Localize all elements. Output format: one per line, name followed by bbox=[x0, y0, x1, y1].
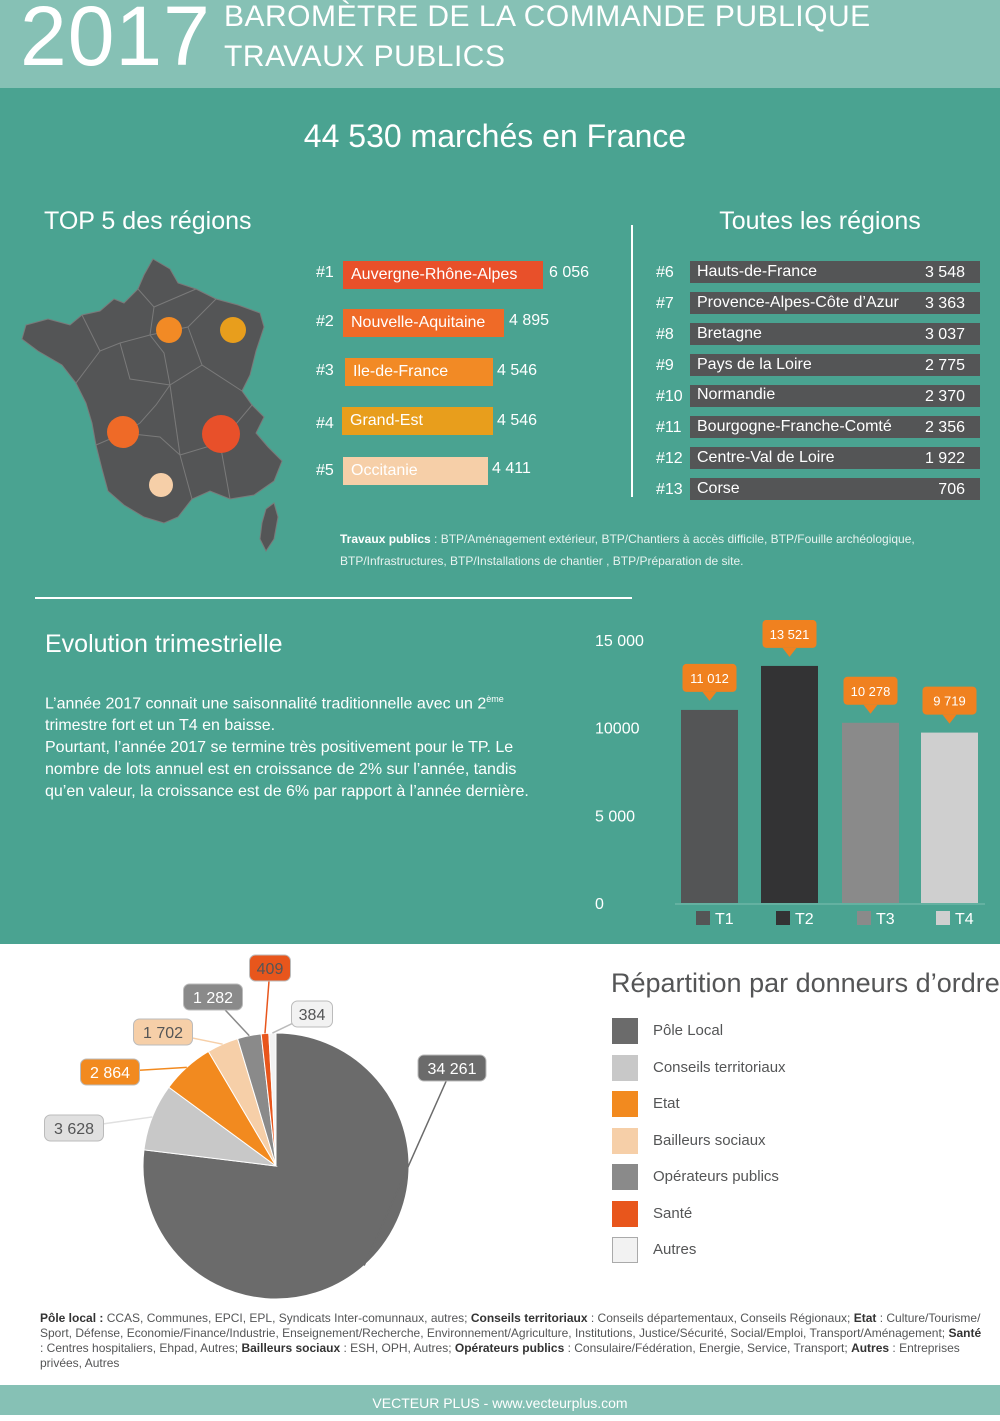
region-name: Bourgogne-Franche-Comté bbox=[697, 418, 892, 435]
evolution-title: Evolution trimestrielle bbox=[45, 630, 283, 658]
def-text: : Conseils départementaux, Conseils Régionaux; bbox=[587, 1311, 854, 1325]
bar-callout-pointer bbox=[943, 715, 957, 724]
legend-swatch bbox=[612, 1055, 638, 1081]
quarterly-bar-chart bbox=[580, 620, 990, 930]
top5-rank: #2 bbox=[316, 313, 334, 330]
legend-label: Pôle Local bbox=[653, 1022, 724, 1039]
legend-label: Autres bbox=[653, 1241, 697, 1258]
total-markets-subtitle: 44 530 marchés en France bbox=[303, 118, 687, 154]
footer: VECTEUR PLUS - www.vecteurplus.com bbox=[0, 1385, 1000, 1415]
evolution-superscript: ème bbox=[486, 694, 504, 704]
region-name: Centre-Val de Loire bbox=[697, 449, 835, 466]
region-value: 3 548 bbox=[924, 264, 965, 281]
bar-T1 bbox=[681, 710, 738, 903]
legend-label: Etat bbox=[653, 1095, 680, 1112]
region-value: 2 370 bbox=[924, 388, 965, 405]
region-rank: #7 bbox=[656, 295, 674, 312]
top5-value: 4 895 bbox=[509, 312, 550, 329]
definitions-footnote bbox=[40, 1311, 985, 1371]
region-rank: #13 bbox=[656, 481, 683, 498]
top5-rank: #4 bbox=[316, 415, 334, 432]
pie-value-label: 384 bbox=[298, 1007, 326, 1024]
top5-rank: #5 bbox=[316, 462, 334, 479]
france-map bbox=[20, 255, 290, 560]
top5-value: 4 546 bbox=[497, 412, 538, 429]
horizontal-divider bbox=[35, 597, 632, 599]
pie-value-label: 409 bbox=[256, 961, 284, 978]
evolution-text-part: trimestre fort et un T4 en baisse. bbox=[45, 717, 276, 735]
pie-title: Répartition par donneurs d’ordre bbox=[611, 968, 1000, 998]
pie-value-label: 3 628 bbox=[53, 1121, 95, 1138]
legend-swatch bbox=[612, 1164, 638, 1190]
top5-bar: Grand-Est bbox=[342, 407, 493, 435]
page-title-line2: TRAVAUX PUBLICS bbox=[224, 40, 506, 73]
def-text: : ESH, OPH, Autres; bbox=[340, 1341, 455, 1355]
pie-value-label: 1 282 bbox=[192, 990, 234, 1007]
legend-label: Bailleurs sociaux bbox=[653, 1131, 766, 1149]
bar-T3 bbox=[842, 723, 899, 903]
legend-swatch bbox=[612, 1091, 638, 1117]
region-rank: #12 bbox=[656, 450, 683, 467]
top5-bar: Occitanie bbox=[343, 457, 488, 485]
region-value: 706 bbox=[938, 481, 965, 498]
bar-T4 bbox=[921, 733, 978, 903]
region-value: 2 356 bbox=[924, 419, 965, 436]
def-text: : Culture/Tourisme/ Sport, Défense, Economie/Finance/Industrie, Enseignement/Recherche, Environnement/Agriculture, Institutions, Justice/Sécurité, Social/Emploi, Transport/Aménagement; bbox=[40, 1311, 981, 1340]
page-title-line1: BAROMÈTRE DE LA COMMANDE PUBLIQUE bbox=[224, 0, 871, 33]
evolution-text-part: Pourtant, l’année 2017 se termine très positivement pour le TP. Le nombre de lots annuel est en croissance de 2% sur l’année, tandis qu’en valeur, la croissance est de 6% par rapport à l’année dernière. bbox=[45, 739, 529, 801]
region-name: Normandie bbox=[697, 386, 776, 403]
legend-swatch bbox=[612, 1201, 638, 1227]
def-text: : Entreprises privées, Autres bbox=[40, 1341, 960, 1370]
bar-value-label: 13 521 bbox=[769, 626, 810, 642]
vertical-divider bbox=[631, 225, 633, 497]
all-regions-title: Toutes les régions bbox=[719, 207, 921, 235]
legend-label: Conseils territoriaux bbox=[653, 1058, 786, 1076]
orderers-pie-chart bbox=[0, 944, 600, 1314]
top5-rank: #3 bbox=[316, 362, 334, 379]
legend-swatch bbox=[776, 911, 790, 925]
x-tick-label: T3 bbox=[876, 911, 895, 928]
pie-value-label: 1 702 bbox=[142, 1025, 184, 1042]
y-tick-label: 10000 bbox=[595, 720, 640, 738]
y-tick-label: 0 bbox=[595, 896, 604, 913]
map-marker-nouvelle-aquitaine bbox=[107, 416, 139, 448]
region-name: Bretagne bbox=[697, 325, 762, 342]
year-title: 2017 bbox=[20, 0, 211, 83]
bar-value-label: 11 012 bbox=[690, 670, 729, 686]
evolution-text-part: L’année 2017 connait une saisonnalité traditionnelle avec un 2 bbox=[45, 695, 487, 713]
pie-value-label: 2 864 bbox=[89, 1065, 131, 1082]
top5-rank: #1 bbox=[316, 264, 334, 281]
map-marker-grand-est bbox=[220, 317, 246, 343]
region-rank: #9 bbox=[656, 357, 674, 374]
def-term: Pôle local : bbox=[40, 1311, 104, 1325]
top5-value: 6 056 bbox=[549, 264, 590, 281]
bar-callout-pointer bbox=[703, 692, 717, 701]
region-rank: #10 bbox=[656, 388, 683, 405]
def-text: CCAS, Communes, EPCI, EPL, Syndicats Inter-comunnaux, autres; bbox=[103, 1311, 471, 1325]
top5-bar: Ile-de-France bbox=[345, 358, 493, 386]
legend-label: Opérateurs publics bbox=[653, 1168, 779, 1185]
region-name: Hauts-de-France bbox=[697, 263, 818, 280]
def-term: Etat bbox=[853, 1311, 877, 1325]
def-text: : Centres hospitaliers, Ehpad, Autres; bbox=[40, 1341, 242, 1355]
def-term: Opérateurs publics bbox=[454, 1341, 565, 1355]
tp-note-text: : BTP/Aménagement extérieur, BTP/Chantiers à accès difficile, BTP/Fouille archéologique, BTP/Infrastructures, BTP/Installations de chantier , BTP/Préparation de site. bbox=[340, 532, 915, 568]
map-marker-occitanie bbox=[149, 473, 173, 497]
x-tick-label: T2 bbox=[795, 911, 814, 928]
y-tick-label: 15 000 bbox=[595, 633, 644, 650]
legend-swatch bbox=[612, 1128, 638, 1154]
top5-bar: Nouvelle-Aquitaine bbox=[343, 309, 504, 337]
region-rank: #8 bbox=[656, 326, 674, 343]
top5-value: 4 411 bbox=[492, 460, 531, 477]
region-name: Pays de la Loire bbox=[697, 356, 812, 373]
evolution-text bbox=[45, 688, 535, 803]
region-value: 2 775 bbox=[924, 357, 965, 374]
def-term: Santé bbox=[948, 1326, 982, 1340]
y-tick-label: 5 000 bbox=[595, 808, 636, 826]
bar-value-label: 10 278 bbox=[850, 683, 891, 699]
region-name: Corse bbox=[697, 480, 740, 497]
legend-swatch bbox=[857, 911, 871, 925]
tp-definition-note bbox=[340, 528, 960, 572]
map-corsica bbox=[260, 503, 278, 551]
def-term: Bailleurs sociaux bbox=[241, 1341, 341, 1355]
map-marker-auvergne-rhone-alpes bbox=[202, 415, 240, 453]
pie-value-label: 34 261 bbox=[427, 1061, 477, 1078]
region-value: 3 363 bbox=[924, 295, 965, 312]
tp-note-label: Travaux publics bbox=[340, 532, 431, 546]
def-term: Conseils territoriaux bbox=[470, 1311, 588, 1325]
def-text: : Consulaire/Fédération, Energie, Service, Transport; bbox=[564, 1341, 852, 1355]
x-tick-label: T1 bbox=[715, 911, 734, 928]
def-term: Autres bbox=[851, 1341, 890, 1355]
legend-swatch bbox=[936, 911, 950, 925]
legend-label: Santé bbox=[653, 1204, 693, 1222]
map-marker-ile-de-france bbox=[156, 317, 182, 343]
region-value: 3 037 bbox=[924, 326, 965, 343]
region-rank: #11 bbox=[656, 419, 682, 436]
legend-swatch bbox=[696, 911, 710, 925]
bar-value-label: 9 719 bbox=[933, 693, 966, 709]
x-tick-label: T4 bbox=[955, 911, 974, 928]
bar-callout-pointer bbox=[783, 648, 797, 657]
top5-value: 4 546 bbox=[497, 362, 538, 379]
region-rank: #6 bbox=[656, 264, 674, 281]
legend-swatch bbox=[612, 1237, 638, 1263]
top5-bar: Auvergne-Rhône-Alpes bbox=[343, 261, 543, 289]
region-name: Provence-Alpes-Côte d’Azur bbox=[697, 294, 899, 311]
top5-title: TOP 5 des régions bbox=[44, 207, 252, 235]
bar-callout-pointer bbox=[864, 705, 878, 714]
legend-swatch bbox=[612, 1018, 638, 1044]
region-value: 1 922 bbox=[924, 450, 965, 467]
bar-T2 bbox=[761, 666, 818, 903]
